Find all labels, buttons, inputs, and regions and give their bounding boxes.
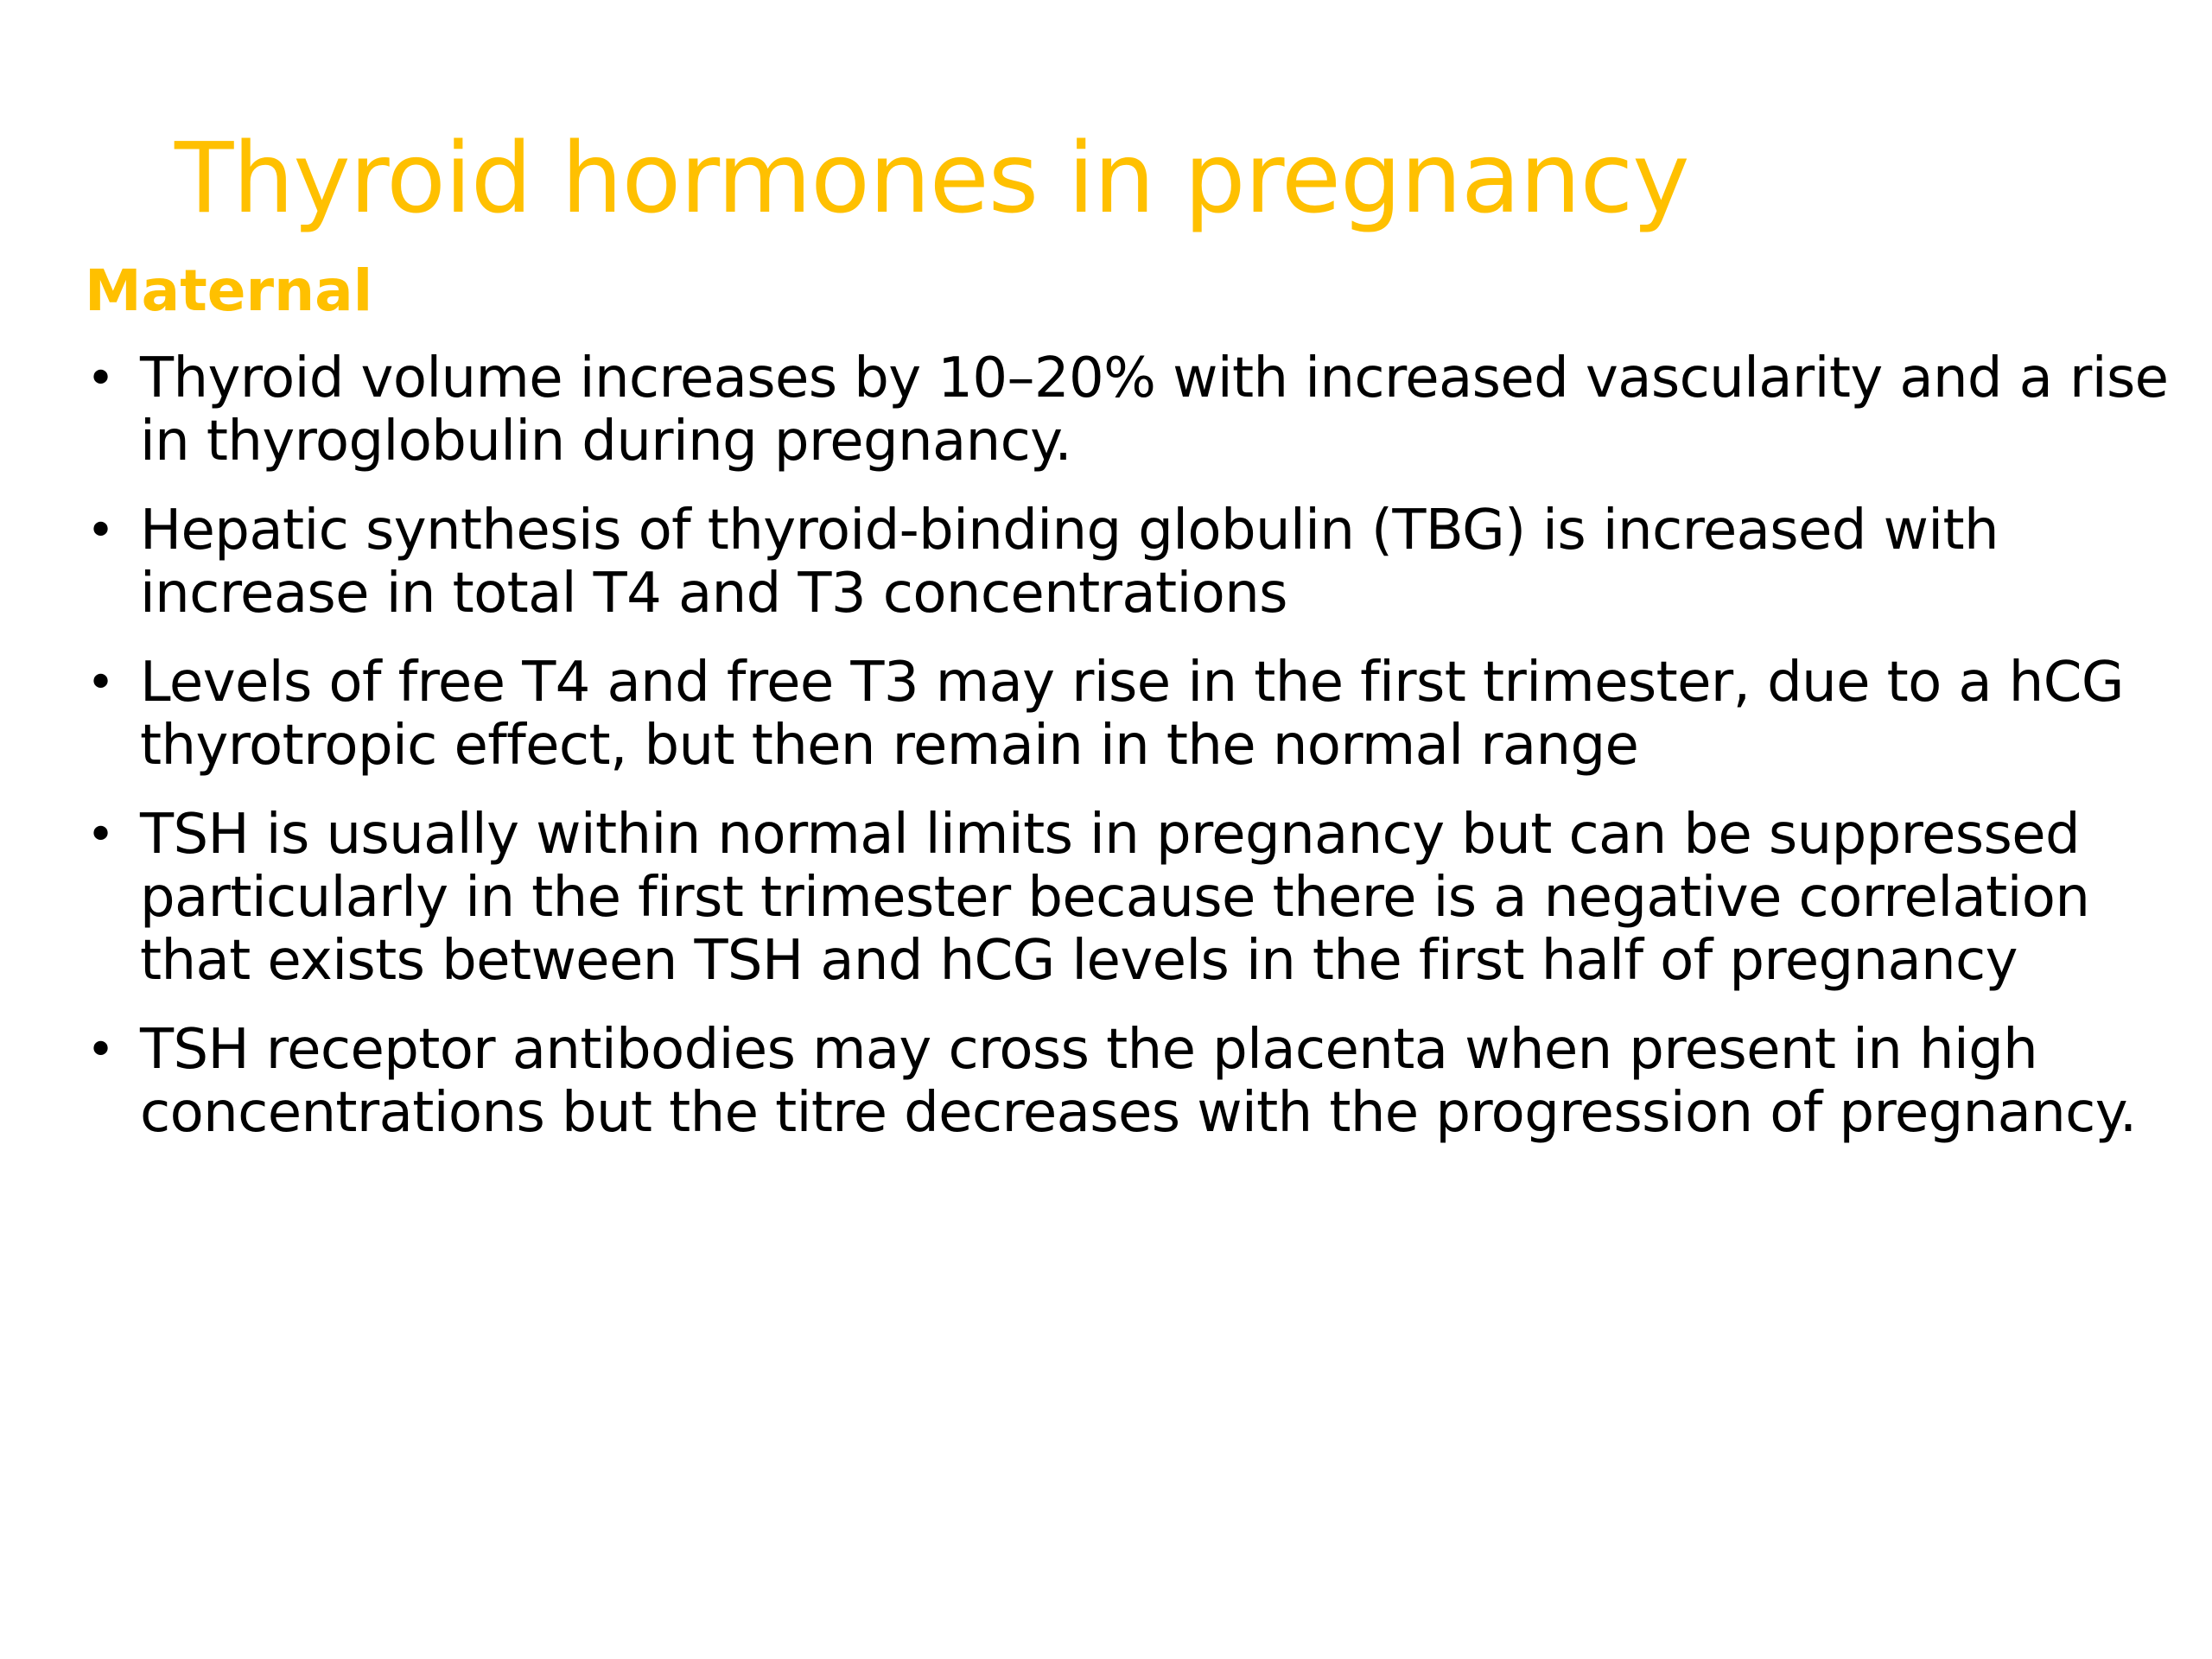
bullet-dot-icon: • [86, 807, 115, 863]
bullet-text: Levels of free T4 and free T3 may rise in the first trimester, due to a hCG thyrotropic effect, but then remain in the normal range [140, 651, 2124, 778]
bullet-dot-icon: • [86, 503, 115, 559]
bullet-list [85, 347, 2176, 1171]
bullet-dot-icon: • [86, 351, 115, 407]
bullet-text: Thyroid volume increases by 10–20% with increased vascularity and a rise in thyroglobulin during pregnancy. [140, 346, 2169, 474]
bullet-item [85, 499, 2176, 626]
bullet-item [85, 804, 2176, 993]
slide-title: Thyroid hormones in pregnancy [175, 123, 1689, 235]
bullet-text: TSH is usually within normal limits in pregnancy but can be suppressed particularly in the first trimester because there is a negative correlation that exists between TSH and hCG levels in the first half of pregnancy [140, 803, 2090, 993]
bullet-text: TSH receptor antibodies may cross the placenta when present in high concentrations but the titre decreases with the progression of pregnancy. [140, 1018, 2137, 1145]
bullet-item [85, 347, 2176, 474]
bullet-item [85, 1019, 2176, 1145]
bullet-dot-icon: • [86, 1022, 115, 1078]
bullet-text: Hepatic synthesis of thyroid-binding globulin (TBG) is increased with increase in total T4 and T3 concentrations [140, 499, 1999, 626]
section-heading-maternal: Maternal [85, 257, 373, 324]
bullet-dot-icon: • [86, 655, 115, 711]
bullet-item [85, 652, 2176, 778]
